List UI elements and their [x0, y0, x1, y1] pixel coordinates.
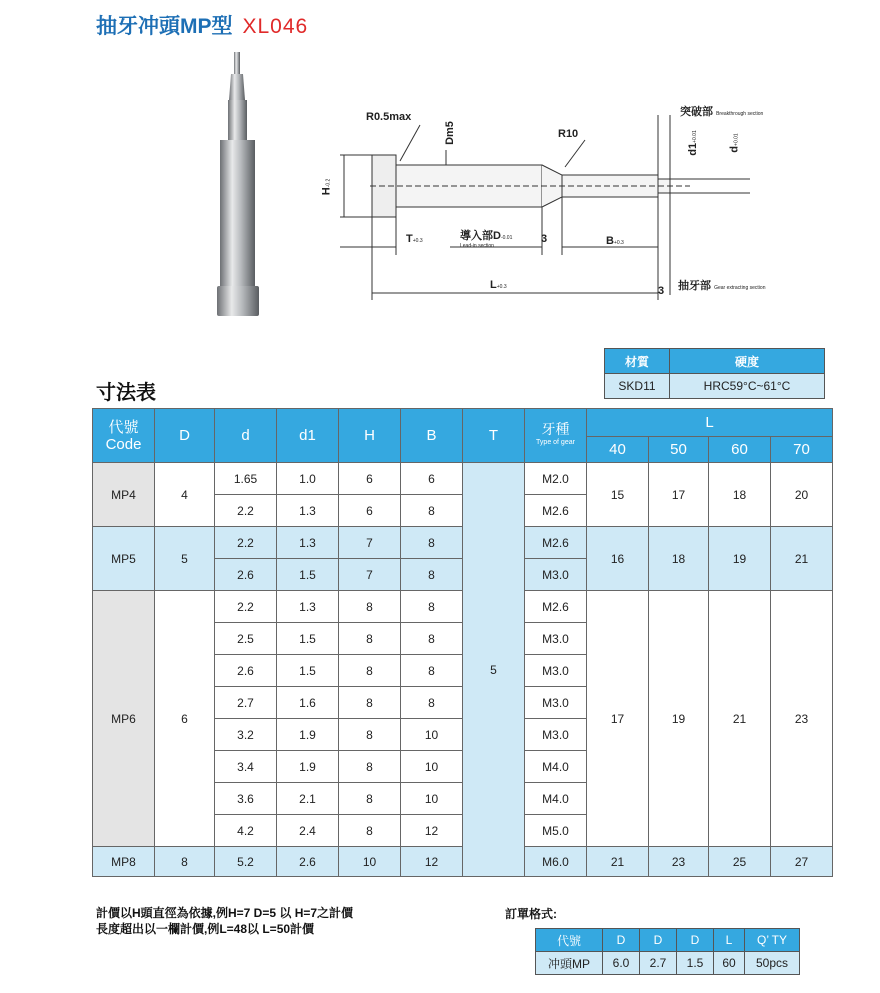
pricing-notes: [96, 905, 353, 937]
header-gear-en: Type of gear: [536, 438, 575, 446]
header-L-50: 50: [649, 437, 709, 463]
l-text: L: [490, 279, 497, 291]
table-row: [93, 463, 833, 495]
header-T: T: [463, 409, 525, 463]
header-D: D: [155, 409, 215, 463]
L50-cell: 23: [649, 847, 709, 877]
d1-cell: 1.6: [277, 687, 339, 719]
gear-cell: M3.0: [525, 687, 587, 719]
B-cell: 12: [401, 847, 463, 877]
B-cell: 8: [401, 591, 463, 623]
order-value: 6.0: [603, 952, 640, 975]
L40-cell: 21: [587, 847, 649, 877]
T-cell: [463, 463, 525, 877]
hardness-header: 硬度: [670, 349, 825, 374]
code-cell: MP4: [93, 463, 155, 527]
H-cell: 7: [339, 559, 401, 591]
header-d1: d1: [277, 409, 339, 463]
breakthrough-en: Breakthrough section: [716, 111, 764, 117]
t-label: [406, 233, 423, 245]
three-label-2: 3: [658, 285, 665, 297]
header-code: [93, 409, 155, 463]
d1-cell: 1.5: [277, 623, 339, 655]
L60-cell: 25: [709, 847, 771, 877]
d-cell: 4.2: [215, 815, 277, 847]
header-L-70: 70: [771, 437, 833, 463]
h-text: H: [320, 187, 333, 196]
gear-cn: 抽牙部: [678, 280, 711, 292]
technical-drawing: [310, 95, 810, 315]
gear-cell: M3.0: [525, 559, 587, 591]
d1-cell: 1.3: [277, 527, 339, 559]
B-cell: 8: [401, 687, 463, 719]
order-format-title: 訂單格式:: [505, 907, 557, 921]
three-label-1: 3: [541, 233, 548, 245]
breakthrough-cn: 突破部: [680, 106, 713, 118]
H-cell: 6: [339, 495, 401, 527]
d-cell: 2.6: [215, 559, 277, 591]
order-value: 50pcs: [745, 952, 800, 975]
H-cell: 8: [339, 751, 401, 783]
material-header: 材質: [605, 349, 670, 374]
code-cell: MP8: [93, 847, 155, 877]
order-header: D: [677, 929, 714, 952]
b-text: B: [606, 235, 614, 247]
B-cell: 10: [401, 783, 463, 815]
b-label: [606, 235, 624, 247]
lead-tol: -0.01: [500, 235, 513, 241]
order-header: D: [640, 929, 677, 952]
d-cell: 5.2: [215, 847, 277, 877]
gear-cell: M4.0: [525, 783, 587, 815]
d1-cell: 2.4: [277, 815, 339, 847]
H-cell: 8: [339, 687, 401, 719]
d1-cell: 1.5: [277, 655, 339, 687]
header-code-cn: 代號: [108, 418, 139, 436]
d1-cell: 1.9: [277, 751, 339, 783]
d-cell: 2.7: [215, 687, 277, 719]
d-cell: 2.2: [215, 591, 277, 623]
L70-cell: 23: [771, 591, 833, 847]
l-tol: +0.3: [496, 284, 507, 290]
d-cell: 3.4: [215, 751, 277, 783]
page-title: [96, 10, 308, 40]
d-cell: 2.2: [215, 527, 277, 559]
gear-cell: M5.0: [525, 815, 587, 847]
B-cell: 8: [401, 527, 463, 559]
lead-cn: 導入部D: [460, 230, 501, 242]
D-cell: 5: [155, 527, 215, 591]
B-cell: 6: [401, 463, 463, 495]
d1-cell: 2.1: [277, 783, 339, 815]
d1-cell: 1.3: [277, 495, 339, 527]
L40-cell: 16: [587, 527, 649, 591]
material-value: SKD11: [605, 374, 670, 399]
note-line: 計價以H頭直徑為依據,例H=7 D=5 以 H=7之計價: [96, 906, 354, 920]
L70-cell: 21: [771, 527, 833, 591]
d-cell: 3.6: [215, 783, 277, 815]
L50-cell: 18: [649, 527, 709, 591]
order-value: 1.5: [677, 952, 714, 975]
header-L-40: 40: [587, 437, 649, 463]
d1-cell: 1.3: [277, 591, 339, 623]
order-header: L: [714, 929, 745, 952]
d-text: d: [728, 145, 741, 153]
t-tol: +0.3: [412, 238, 423, 244]
H-cell: 8: [339, 719, 401, 751]
header-L: L: [587, 409, 833, 437]
order-value: 2.7: [640, 952, 677, 975]
gear-cell: M2.6: [525, 527, 587, 559]
D-cell: 8: [155, 847, 215, 877]
title-text: 抽牙冲頭MP型: [96, 15, 233, 38]
L60-cell: 21: [709, 591, 771, 847]
D-cell: 4: [155, 463, 215, 527]
gear-label: [678, 277, 765, 293]
hardness-value: HRC59°C~61°C: [670, 374, 825, 399]
order-header: 代號: [536, 929, 603, 952]
gear-cell: M4.0: [525, 751, 587, 783]
d-label: [729, 133, 741, 152]
H-cell: 8: [339, 655, 401, 687]
gear-cell: M2.6: [525, 495, 587, 527]
L50-cell: 17: [649, 463, 709, 527]
B-cell: 10: [401, 719, 463, 751]
B-cell: 12: [401, 815, 463, 847]
d-cell: 2.2: [215, 495, 277, 527]
d1-label: [687, 130, 699, 156]
h-label: [320, 179, 332, 196]
d1-cell: 1.0: [277, 463, 339, 495]
B-cell: 8: [401, 655, 463, 687]
order-header: D: [603, 929, 640, 952]
gear-cell: M3.0: [525, 719, 587, 751]
code-cell: MP5: [93, 527, 155, 591]
d-tol: +0.01: [733, 133, 740, 146]
d1-tol: +0.01: [691, 130, 698, 143]
model-code: XL046: [242, 15, 309, 38]
r-top-label: R0.5max: [366, 111, 412, 123]
gear-cell: M2.6: [525, 591, 587, 623]
lead-en: Lead-in section: [460, 243, 494, 249]
B-cell: 8: [401, 559, 463, 591]
header-H: H: [339, 409, 401, 463]
L40-cell: 15: [587, 463, 649, 527]
r10-label: R10: [558, 128, 579, 140]
dm5-label: Dm5: [443, 121, 456, 145]
header-d: d: [215, 409, 277, 463]
material-table: [604, 348, 825, 399]
H-cell: 6: [339, 463, 401, 495]
d-cell: 1.65: [215, 463, 277, 495]
header-code-en: Code: [105, 435, 142, 453]
D-cell: 6: [155, 591, 215, 847]
d1-cell: 1.5: [277, 559, 339, 591]
T-value: 5: [490, 662, 497, 677]
gear-cell: M3.0: [525, 623, 587, 655]
L40-cell: 17: [587, 591, 649, 847]
B-cell: 10: [401, 751, 463, 783]
dimension-table-title: 寸法表: [96, 382, 156, 404]
t-text: T: [406, 233, 413, 245]
order-value: 60: [714, 952, 745, 975]
header-gear: [525, 409, 587, 463]
code-cell: MP6: [93, 591, 155, 847]
gear-cell: M2.0: [525, 463, 587, 495]
order-value: 冲頭MP: [536, 952, 603, 975]
H-cell: 8: [339, 815, 401, 847]
d1-text: d1: [686, 142, 699, 156]
L60-cell: 19: [709, 527, 771, 591]
l-label: [490, 279, 507, 291]
d-cell: 2.6: [215, 655, 277, 687]
B-cell: 8: [401, 495, 463, 527]
d1-cell: 1.9: [277, 719, 339, 751]
punch-photo: [200, 50, 280, 320]
H-cell: 8: [339, 623, 401, 655]
L70-cell: 20: [771, 463, 833, 527]
H-cell: 10: [339, 847, 401, 877]
order-format-table: [535, 928, 800, 975]
note-line: 長度超出以一欄計價,例L=48以 L=50計價: [96, 922, 315, 936]
H-cell: 8: [339, 783, 401, 815]
gear-cell: M3.0: [525, 655, 587, 687]
b-tol: +0.3: [613, 240, 624, 246]
header-L-60: 60: [709, 437, 771, 463]
dimension-table: [92, 408, 833, 877]
h-tol: -0.2: [325, 178, 332, 188]
B-cell: 8: [401, 623, 463, 655]
d-cell: 3.2: [215, 719, 277, 751]
L60-cell: 18: [709, 463, 771, 527]
H-cell: 8: [339, 591, 401, 623]
d-cell: 2.5: [215, 623, 277, 655]
header-gear-cn: 牙種: [541, 420, 570, 437]
L70-cell: 27: [771, 847, 833, 877]
header-B: B: [401, 409, 463, 463]
lead-label: [460, 227, 512, 249]
gear-en: Gear extracting section: [714, 285, 766, 291]
H-cell: 7: [339, 527, 401, 559]
order-header: Q’ TY: [745, 929, 800, 952]
gear-cell: M6.0: [525, 847, 587, 877]
breakthrough-label: [680, 103, 763, 119]
d1-cell: 2.6: [277, 847, 339, 877]
L50-cell: 19: [649, 591, 709, 847]
